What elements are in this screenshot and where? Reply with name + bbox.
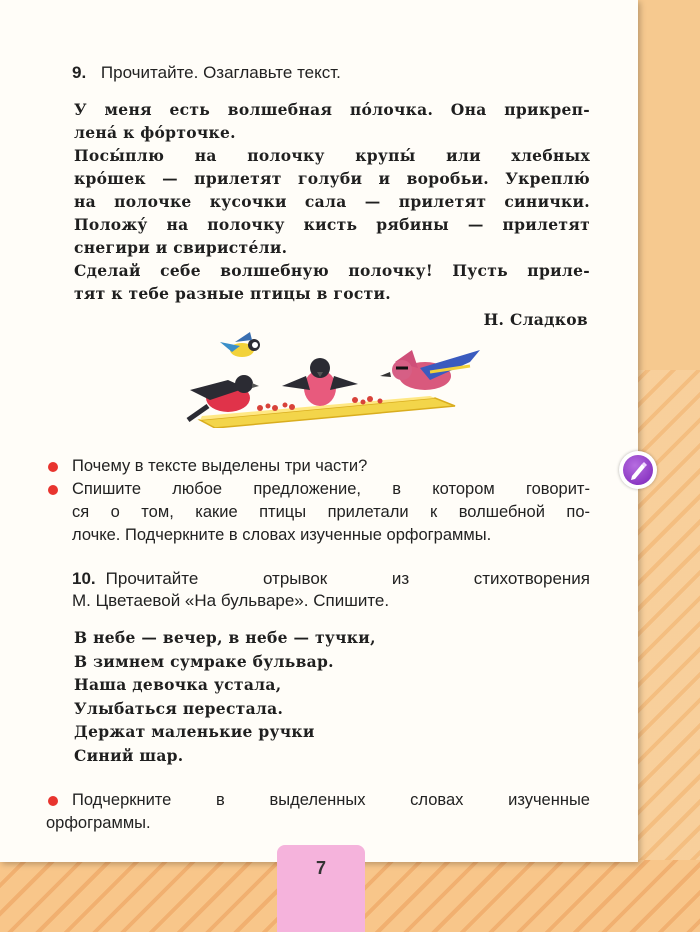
poem-line: Держат маленькие ручки <box>74 722 315 741</box>
author-name: Н. Сладков <box>483 310 588 329</box>
text-line: на полочке кусочки сала — прилетят синички. <box>74 192 590 211</box>
poem <box>74 626 376 767</box>
text-line: Посы́плю на полочку крупы́ или хлебных <box>74 146 590 165</box>
poem-line: Синий шар. <box>74 745 184 765</box>
birds-on-feeder-illustration <box>180 328 490 428</box>
question-line: Почему в тексте выделены три части? <box>72 457 368 475</box>
pen-icon-circle <box>623 455 653 485</box>
task-9-number: 9. <box>72 63 87 82</box>
pen-icon[interactable] <box>619 451 657 489</box>
task-9-questions <box>46 455 590 547</box>
question-line: лочке. Подчеркните в словах изученные орфограммы. <box>72 526 492 544</box>
text-line: Сделай себе волшебную полочку! Пусть приле- <box>74 261 590 280</box>
task-10-heading <box>72 569 590 611</box>
poem-line: Наша девочка устала, <box>74 675 282 694</box>
list-item <box>46 789 590 812</box>
list-item <box>46 478 590 547</box>
task-9-heading <box>72 63 341 83</box>
bullfinch-middle <box>282 358 358 406</box>
bullet-dot <box>48 485 58 495</box>
poem-line: Улыбаться перестала. <box>74 698 284 718</box>
poem-line: В зимнем сумраке бульвар. <box>74 651 334 671</box>
page-number: 7 <box>315 858 326 878</box>
task-10-instruction-line: Прочитайте отрывок из стихотворения <box>105 569 590 588</box>
waxwing-bird <box>380 350 480 390</box>
task-10-number: 10. <box>72 569 96 588</box>
poem-line: В небе — вечер, в небе — тучки, <box>74 628 376 647</box>
task-10-questions <box>46 789 590 835</box>
task-10-instruction-line: М. Цветаевой «На бульваре». Спишите. <box>72 591 390 610</box>
question-line: Спишите любое предложение, в котором говорит- <box>72 480 590 498</box>
text-line: лена́ к фо́рточке. <box>74 123 236 142</box>
text-line: кро́шек — прилетят голуби и воробьи. Укреплю́ <box>74 169 590 188</box>
question-line: ся о том, какие птицы прилетали к волшебной по- <box>72 503 590 521</box>
task-9-instruction: Прочитайте. Озаглавьте текст. <box>100 63 341 82</box>
question-line: орфограммы. <box>46 814 151 832</box>
tit-bird <box>220 332 260 357</box>
text-line: тят к тебе разные птицы в гости. <box>74 284 391 303</box>
list-item <box>46 455 590 478</box>
bullet-dot <box>48 796 58 806</box>
text-line: У меня есть волшебная по́лочка. Она прикреп- <box>74 100 590 119</box>
question-line: Подчеркните в выделенных словах изученные <box>72 791 590 809</box>
text-line: снегири и свиристе́ли. <box>74 238 288 257</box>
pen-glyph <box>623 455 653 485</box>
task-9-text <box>74 98 590 305</box>
bullet-dot <box>48 462 58 472</box>
text-line: Положу́ на полочку кисть рябины — прилетят <box>74 215 590 234</box>
